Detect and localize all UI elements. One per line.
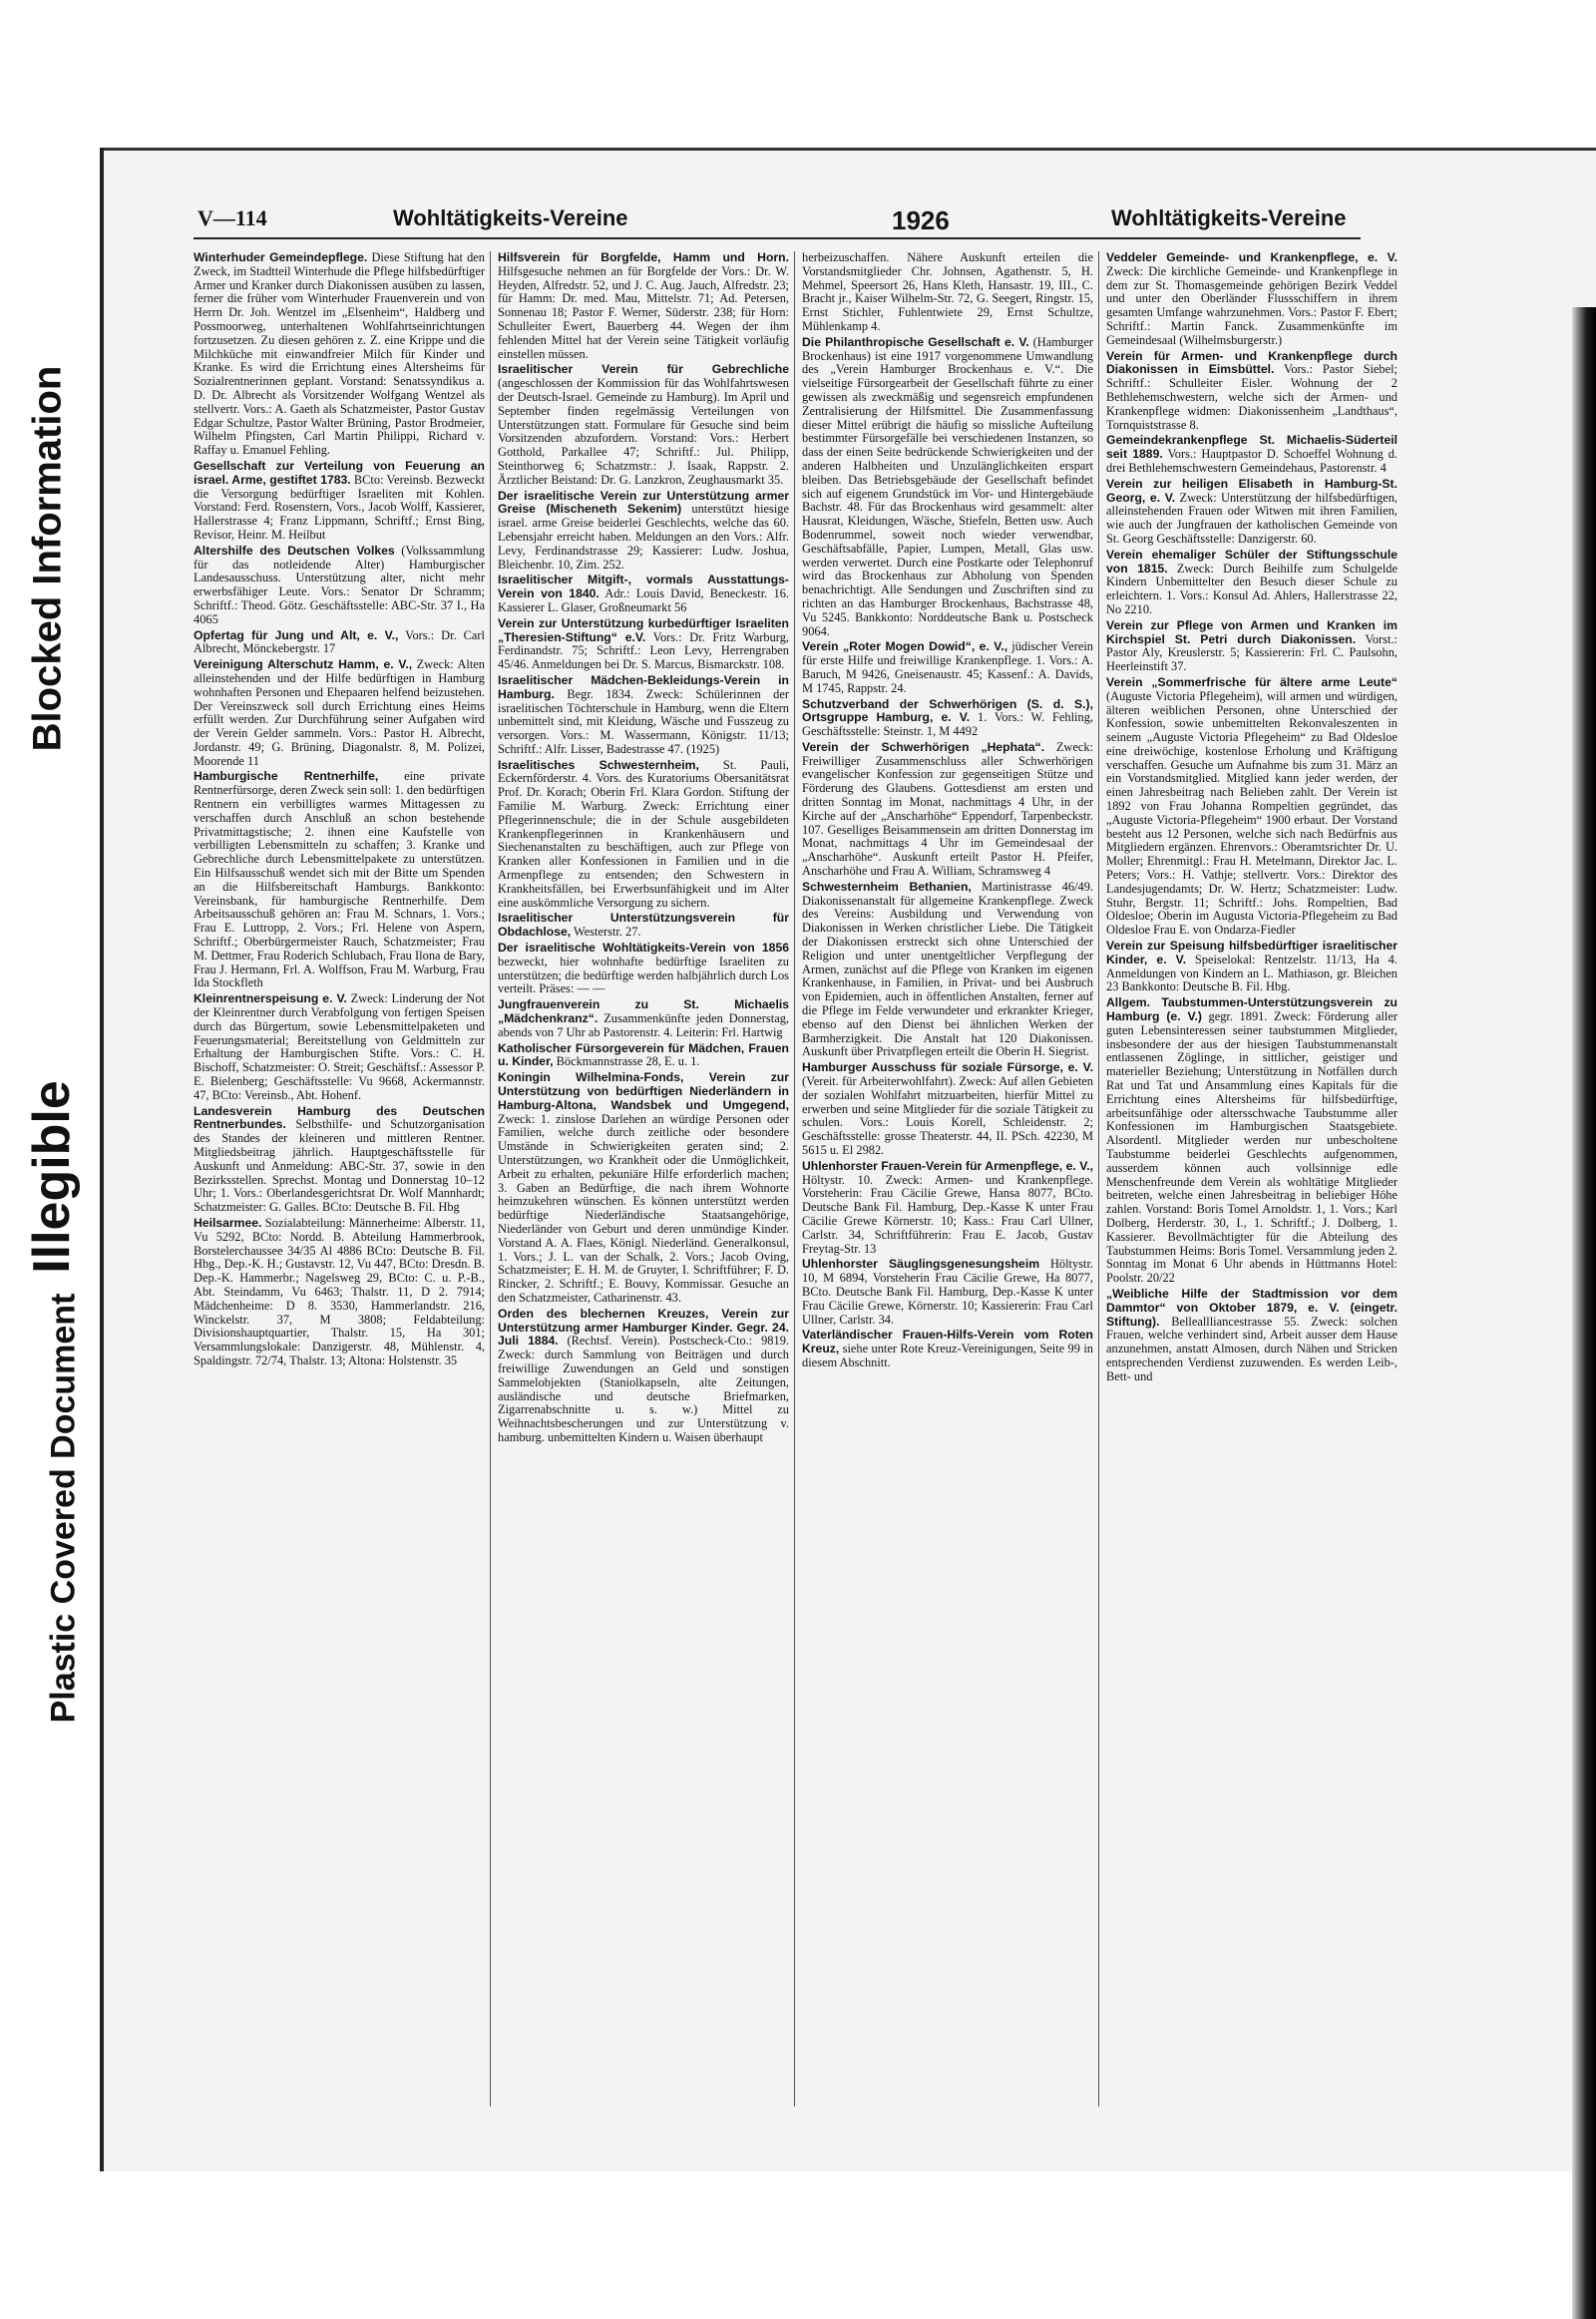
entry-name: Verein für Armen- und Krankenpflege durch Diakonissen in Eimsbüttel. <box>1106 348 1397 377</box>
directory-entry <box>194 629 485 657</box>
directory-entry <box>802 1061 1093 1158</box>
directory-entry <box>498 251 789 361</box>
entry-text: (Auguste Victoria Pflegeheim), will armen und würdigen, älteren weiblichen Personen, ohne Unterschied der Konfession, sowie unbemittelten Rekonvaleszenten in seinem „Auguste Victoria Pflegeheim“ zu Bad Oldesloe eine dreiwöchige, kostenlose Erholung und Kräftigung verschaffen. Gesuche um Aufnahme bis zum 31. März an ein Vorstandsmitglied. Mitglied kann jeder werden, der einen Jahresbeitrag nach Belieben zahlt. Der Verein ist 1892 von Frau Johanna Rompeltien gegründet, das „Auguste Victoria-Pflegeheim“ 1900 erbaut. Der Vorstand besteht aus 12 Personen, welche sich nach Bedürfnis aus Mitgliedern ergänzen. Ehrenvors.: Oberamtsrichter Dr. U. Moller; Ehrenmitgl.: Frau H. Metelmann, Direktor Jac. L. Peters; Vors.: H. Vathje; stellvertr. Vors.: Direktor des Landesjugendamts; Dr. W. Hertz; Schatzmeister: Ludw. Stuhr, Bergstr. 11; Schriftf.: Johs. Rompeltien, Bad Oldesloe; Oberin im Augusta Victoria-Pflegeheim zu Bad Oldesloe Frau E. von Ondarza-Fiedler <box>1106 688 1397 938</box>
entry-text: Zweck: Alten alleinstehenden und der Hilfe bedürftigen in Hamburg wohnhaften Personen und Ehepaaren helfend beizustehen. Der Vereinszweck soll durch Errichtung eines Heims erfüllt werden. Zur Durchführung seiner Aufgaben wird der Verein Gelder sammeln. Vors.: Pastor H. Albrecht, Jordanstr. 49; G. Brüning, Diagonalstr. 8, M. Polizei, Moorende 11 <box>194 657 485 768</box>
entry-name: Israelitischer Mitgift-, vormals Ausstattungs-Verein von 1840. <box>498 573 789 601</box>
entry-text: Zweck: Unterstützung der hilfsbedürftigen, alleinstehenden Frauen oder Witwen mit ihren Familien, wie auch der Jungfrauen der katholischen Gemeinde von St. Georg Geschäftsstelle: Danzigerstr. 60. <box>1106 490 1397 546</box>
directory-entry <box>194 992 485 1102</box>
directory-entry <box>1106 940 1397 994</box>
entry-text: Zweck: 1. zinslose Darlehen an würdige Personen oder Familien, welche durch zeitliche oder besondere Umstände in Schwierigkeiten geraten sind; 2. Unterstützungen, wo Krankheit oder die Unmöglichkeit, Arbeit zu erhalten, pekuniäre Hilfe erforderlich machen; 3. Gaben an Bedürftige, die nach ihrem Wohnorte heimzukehren wünschen. Es können unterstützt werden bedürftige Niederländische Staatsangehörige, Niederländer von Geburt und deren unmündige Kinder. Vorstand A. A. Flaes, Königl. Niederländ. Generalkonsul, 1. Vors.; J. L. van der Schalk, 2. Vors.; Jacob Oving, Schatzmeister; E. H. M. de Gruyter, I. Schriftführer; F. D. Rincker, 2. Schriftf.; E. Bouvy, Kommissar. Gesuche an den Schatzmeister, Catharinenstr. 43. <box>498 1111 789 1305</box>
directory-entry <box>498 759 789 911</box>
entry-name: Jungfrauenverein zu St. Michaelis „Mädchenkranz“. <box>498 997 789 1026</box>
directory-entry <box>1106 676 1397 938</box>
entry-name: Kleinrentnerspeisung e. V. <box>194 991 347 1006</box>
entry-text: (Vereit. für Arbeiterwohlfahrt). Zweck: Auf allen Gebieten der sozialen Wohlfahrt mitzuarbeiten, hierfür Mittel zu erwerben und seine Mitglieder für die soziale Tätigkeit zu schulen. Vors.: Louis Korell, Schleidenstr. 2; Geschäftsstelle: grosse Theaterstr. 44, II. PSch. 42230, M 5615 u. El 2982. <box>802 1074 1093 1157</box>
page-number: V—114 <box>198 205 267 230</box>
directory-entry <box>802 640 1093 695</box>
directory-entry <box>802 741 1093 879</box>
entry-name: Schwesternheim Bethanien, <box>802 879 972 894</box>
entry-name: Schutzverband der Schwerhörigen (S. d. S.), Ortsgruppe Hamburg, e. V. <box>802 696 1093 725</box>
directory-entry <box>194 460 485 543</box>
blocked-information-label: Blocked Information <box>25 365 70 752</box>
entry-text: Zweck: Die kirchliche Gemeinde- und Krankenpflege in dem zur St. Thomasgemeinde gehörigen Bezirk Veddel und unter den Oberländer Flussschiffern in ihrem gesamten Umfange wahrzunehmen. Vors.: Pastor F. Ebert; Schriftf.: Martin Fanck. Zusammenkünfte im Gemeindesaal (Wilhelmsburgerstr.) <box>1106 263 1397 347</box>
directory-page <box>100 148 1596 2171</box>
entry-name: Altershilfe des Deutschen Volkes <box>194 543 395 558</box>
entry-text: Höltystr. 10, M 6894, Vorsteherin Frau Cäcilie Grewe, Ha 8077, BCto. Deutsche Bank Fil. Hamburg, Dep.-Kasse K unter Frau Cäcilie Grewe, Körnerstr. 10; Kassiererin: Frau Carl Ullner, Carlstr. 34. <box>802 1257 1093 1327</box>
entry-name: Verein zur Unterstützung kurbedürftiger Israeliten „Theresien-Stiftung“ e.V. <box>498 615 789 644</box>
entry-name: Verein „Roter Mogen Dowid“, e. V., <box>802 639 1008 654</box>
directory-entry <box>498 912 789 940</box>
directory-entry <box>194 1217 485 1368</box>
entry-text: Zweck: Durch Beihilfe zum Schulgelde Kindern Unbemittelter den Besuch dieser Schule zu erleichtern. 1. Vors.: Konsul Ad. Ahlers, Hallerstrasse 22, No 2210. <box>1106 561 1397 616</box>
entry-name: Winterhuder Gemeindepflege. <box>194 251 368 264</box>
entry-text: Zweck: Freiwilliger Zusammenschluss aller Schwerhörigen evangelischer Konfession zur gegenseitigen Stütze und Förderung des Glaubens. Gottesdienst am ersten und dritten Sonntag im Monat, nachmittags 4 Uhr, in der Kirche auf der „Anscharhöhe“ Eppendorf, Tarpenbeckstr. 107. Geselliges Beisammensein am dritten Donnerstag im Monat, nachmittags 4 Uhr im Gemeindesaal der „Anscharhöhe“. Auskunft erteilt Pastor H. Pfeifer, Anscharhöhe und Frau A. William, Schramsweg 4 <box>802 739 1093 879</box>
entry-name: Opfertag für Jung und Alt, e. V., <box>194 627 399 642</box>
entry-name: „Weibliche Hilfe der Stadtmission vor dem Dammtor“ von Oktober 1879, e. V. (eingetr. Stiftung). <box>1106 1286 1397 1329</box>
entry-text: Begr. 1834. Zweck: Schülerinnen der israelitischen Töchterschule in Hamburg, wenn die Eltern unbemittelt sind, mit Kleidung, Wäsche und Fusszeug zu versorgen. Vors.: M. Wassermann, Königstr. 11/13; Schriftf.: Alfr. Lisser, Badestrasse 47. (1925) <box>498 686 789 756</box>
entry-name: Verein zur Speisung hilfsbedürftiger israelitischer Kinder, e. V. <box>1106 939 1397 966</box>
entry-text: Zweck: Linderung der Not der Kleinrentner durch Verabfolgung von fertigen Speisen durch das Bürgertum, sowie Lebensmittelpaketen und Feuerungsmaterial; Bereitstellung von Geldmitteln zur Erhaltung der Hamburgischen Stifte. Vors.: C. H. Bischoff, Schatzmeister: O. Streit; Geschäftsf.: Assessor P. E. Bielenberg; Geschäftsstelle: Vu 9668, Ackermannstr. 47, BCto: Vereinsb., Abt. Hohenf. <box>194 991 485 1102</box>
entry-name: Der israelitische Verein zur Unterstützung armer Greise (Mischeneth Sekenim) <box>498 488 789 517</box>
entry-text: Vors.: Pastor Siebel; Schriftf.: Schulleiter Eisler. Wohnung der 2 Bethlehemschwestern, welche sich der Armen- und Krankenpflege widmen: Diakonissenheim „Landthaus“, Tornquiststrasse 8. <box>1106 362 1397 432</box>
entry-text: siehe unter Rote Kreuz-Vereinigungen, Seite 99 in diesem Abschnitt. <box>802 1342 1093 1369</box>
directory-entry <box>1106 251 1397 348</box>
directory-entry <box>194 658 485 768</box>
directory-entry <box>498 490 789 573</box>
column-divider <box>1098 251 1099 2107</box>
directory-entry <box>194 1105 485 1215</box>
entry-text: eine private Rentnerfürsorge, deren Zweck sein soll: 1. den bedürftigen Rentnern ein verbilligtes warmes Mittagessen zu verschaffen durch Anschluß an schon bestehende Privatmittagstische; 2. ihnen eine Kaufstelle von verbilligten Lebensmitteln zu schaffen; 3. Kranke und Gebrechliche durch Lebensmittelpakete zu unterstützen. Ein Hilfsausschuß wendet sich mit der Bitte um Spenden an die Hilfsbereitschaft Hamburgs. Bankkonto: Vereinsbank, für hamburgische Rentnerhilfe. Dem Arbeitsausschuß gehören an: Frau M. Schnars, 1. Vors.; Frau E. Luttropp, 2. Vors.; Frl. Helene von Aspern, Schriftf.; Oberbürgermeister Rauch, Schatzmeister; Frau M. Dettmer, Frau Roderich Schlubach, Frau Ilona de Bary, Frau J. Hermann, Frl. A. Wolffson, Frau M. Warburg, Frau Ida Stockfleth <box>194 769 485 990</box>
entry-text: (Hamburger Brockenhaus) ist eine 1917 vorgenommene Umwandlung des „Verein Hamburger Brockenhaus e. V.“. Die vielseitige Fürsorgearbeit der Gesellschaft führte zu einer gewissen als zweckmäßig und segensreich empfundenen Zentralisierung der Hilfsmittel. Die Zusammenfassung dieser Mittel erübrigt die häufig so missliche Aufteilung bestimmter Fürsorgefälle bei verschiedenen Instanzen, so dass der einen Seite bedrückende Schwierigkeiten und der anderen Halbheiten und Unzulänglichkeiten erspart bleiben. Das Betriebsgebäude der Gesellschaft befindet sich auf eigenem Grundstück im Vor- und Hintergebäude Bachstr. 48. Für das Brockenhaus wird gesammelt: alter Hausrat, Kleidungen, Wäsche, Stiefeln, Betten usw. Auch Bodenrummel, soweit noch wieder verwendbar, Geschäftsabfälle, Papier, Lumpen, Metall, Glas usw. werden verwertet. Durch eine Postkarte oder Telephonruf wird das Brockenhaus zur Abholung von Spenden benachrichtigt. Alle Sendungen und Zuschriften sind zu richten an das Hamburger Brockenhaus, Bachstrasse 48, Vu 5245. Bankkonto: Norddeutsche Bank u. Postscheck 9064. <box>802 334 1093 638</box>
entry-text: Diese Stiftung hat den Zweck, im Stadtteil Winterhude die Pflege hilfsbedürftiger Armer und Kranker durch Diakonissen ausüben zu lassen, ferner die früher vom Winterhuder Frauenverein und von Herrn Dr. Joh. Wentzel im „Elsenheim“, Haldberg und Possmoorweg, unterhaltenen Wohlfahrtseinrichtungen fortzusetzen. Zu diesen gehören z. Z. eine Krippe und die Milchküche mit einwandfreier Milch für Kinder und Kranke. Es wird die Errichtung eines Altersheims für Sozialrentnerinnen geplant. Vorstand: Senatssyndikus a. D. Dr. Albrecht als Vorsitzender Wolfgang Wentzel als stellvertr. Vors.: A. Gaeth als Schatzmeister, Pastor Gustav Edgar Schultze, Pastor Walter Brüning, Pastor Brodmeier, Wilhelm Pfingsten, Carl Martin Philippi, Richard v. Raffay u. Emanuel Fehling. <box>194 251 485 458</box>
entry-text: bezweckt, hier wohnhafte bedürftige Israeliten zu unterstützen; die bedürftige werden halbjährlich durch Los verteilt. Präses: — — <box>498 954 789 996</box>
directory-entry <box>498 1071 789 1306</box>
entry-text: Vorst.: Pastor Aly, Kreuslerstr. 5; Kassiererin: Frl. C. Paulsohn, Heerleinstift 37. <box>1106 631 1397 674</box>
entry-name: Uhlenhorster Frauen-Verein für Armenpflege, e. V., <box>802 1158 1093 1173</box>
directory-entry <box>498 1308 789 1445</box>
scan-dark-edge <box>1572 307 1596 2319</box>
entry-text: (angeschlossen der Kommission für das Wohlfahrtswesen der Deutsch-Israel. Gemeinde zu Hamburg). Im April und September finden regelmässig Verteilungen von Unterstützungen statt. Formulare für Gesuche sind beim Vorsitzenden abzufordern. Vorstand: Vors.: Herbert Gotthold, Parkallee 47; Schriftf.: Jul. Philipp, Steinthorweg 6; Schatzmstr.: J. Isaak, Rappstr. 2. Ärztlicher Beistand: Dr. G. Lanzkron, Zeughausmarkt 35. <box>498 376 789 487</box>
entry-name: Verein ehemaliger Schüler der Stiftungsschule von 1815. <box>1106 547 1397 576</box>
directory-entry <box>1106 478 1397 547</box>
entry-text: (Volkssammlung für das notleidende Alter) Hamburgischer Landesausschuss. Unterstützung alter, nicht mehr erwerbsfähiger Leute. Vors.: Senator Dr Schramm; Schriftf.: Theod. Götz. Geschäftsstelle: ABC-Str. 37 I., Ha 4065 <box>194 543 485 626</box>
directory-entry <box>194 770 485 990</box>
entry-text: gegr. 1891. Zweck: Förderung aller guten Lebensinteressen seiner taubstummen Mitglieder, insbesondere der aus der hiesigen Taubstummenanstalt entlassenen Zöglinge, in sittlicher, geistiger und materieller Beziehung; Unterstützung in Notfällen durch Rat und Tat und Ansammlung eines Kapitals für die Errichtung eines Altersheims für hilfsbedürftige, arbeitsunfähige oder altersschwache Taubstumme aller Konfessionen im Hamburgischen Staatsgebiete. Alsordentl. Mitglieder werden nur unbescholtene Taubstumme beiderlei Geschlechts aufgenommen, ausserdem können auch vollsinnige edle Menschenfreunde dem Verein als wohltätige Mitglieder beitreten, welche einen Jahresbeitrag in beliebiger Höhe zahlen. Vorstand: Boris Tomel Arnoldstr. 1, 1. Vors.; Karl Dolberg, Herderstr. 30, I., 1. Schriftf.; J. Dolberg, 1. Kassierer. Bevollmächtigter für die Abteilung des Taubstummen Heims: Boris Tomel. Versammlung jeden 2. Sonntag im Monat 6 Uhr abends in Hüttmanns Hotel: Poolstr. 20/22 <box>1106 1009 1397 1286</box>
directory-entry <box>1106 996 1397 1286</box>
entry-name: Heilsarmee. <box>194 1215 262 1230</box>
directory-entry <box>194 545 485 627</box>
entry-text: Böckmannstrasse 28, E. u. 1. <box>556 1054 700 1069</box>
entry-name: Hilfsverein für Borgfelde, Hamm und Horn. <box>498 251 789 264</box>
directory-entry <box>1106 1288 1397 1384</box>
plastic-covered-label: Plastic Covered Document <box>44 1293 83 1724</box>
directory-entry <box>802 698 1093 739</box>
entry-text: Belleallliancestrasse 55. Zweck: solchen Frauen, welche verhindert sind, Arbeit ausser dem Hause anzunehmen, anstatt Almosen, durch Nähen und Stricken entsprechenden Verdienst zuzuwenden. Es werden Leib-, Bett- und <box>1106 1314 1397 1383</box>
entry-name: Verein der Schwerhörigen „Hephata“. <box>802 739 1045 754</box>
entry-text: BCto: Vereinsb. Bezweckt die Versorgung bedürftiger Israeliten mit Kohlen. Vorstand: Ferd. Rosenstern, Vors., Jacob Wolff, Kassierer, Hallerstrasse 4; Franz Lippmann, Schriftf.; Ernst Bing, Revisor, Heinr. M. Heilbut <box>194 472 485 542</box>
entry-text: Selbsthilfe- und Schutzorganisation des Standes der kleineren und mittleren Rentner. Mitgliedsbeitrag jährlich. Hauptgeschäftsstelle für Auskunft und Anmeldung: ABC-Str. 37, sowie in den Bezirksstellen. Sprechst. Montag und Donnerstag 10–12 Uhr; 1. Vors.: Oberlandesgerichtsrat Dr. Wolf Mannhardt; Schatzmeister: G. Galles. BCto: Deutsche B. Fil. Hbg <box>194 1117 485 1215</box>
entry-text: Zusammenkünfte jeden Donnerstag, abends von 7 Uhr ab Pastorenstr. 4. Leiterin: Frl. Hartwig <box>498 1011 789 1039</box>
column-1 <box>194 251 485 2107</box>
directory-entry <box>1106 619 1397 674</box>
entry-name: Gesellschaft zur Verteilung von Feuerung an israel. Arme, gestiftet 1783. <box>194 458 485 487</box>
header-left-title: Wohltätigkeits-Vereine <box>393 205 628 230</box>
directory-entry <box>498 942 789 996</box>
entry-text: 1. Vors.: W. Fehling, Geschäftsstelle: Steinstr. 1, M 4492 <box>802 710 1093 739</box>
header-right-title: Wohltätigkeits-Vereine <box>1111 205 1347 230</box>
directory-entry <box>498 1042 789 1070</box>
page-header <box>194 203 1361 239</box>
directory-entry <box>498 617 789 672</box>
entry-name: Hamburger Ausschuss für soziale Fürsorge, e. V. <box>802 1060 1093 1075</box>
entry-name: Landesverein Hamburg des Deutschen Rentnerbundes. <box>194 1103 485 1132</box>
directory-entry <box>1106 434 1397 475</box>
entry-name: Israelitischer Verein für Gebrechliche <box>498 362 789 377</box>
entry-text: St. Pauli, Eckernförderstr. 4. Vors. des Kuratoriums Obersanitätsrat Prof. Dr. Korach; Oberin Frl. Klara Gordon. Stiftung der Familie M. Warburg. Zweck: Errichtung einer Pflegerinnenschule; die in der Schule ausgebildeten Krankenpflegerinnen in Krankenhäusern und Siechenanstalten zu beschäftigen, auch zur Pflege von Kranken aller Konfessionen in Familien und in die Armenpflege zu entsenden; den Schwestern in Krankheitsfällen, bei Erwerbsunfähigkeit und im Alter eine auskömmliche Versorgung zu sichern. <box>498 757 789 910</box>
entry-name: Allgem. Taubstummen-Unterstützungsverein zu Hamburg (e. V.) <box>1106 995 1397 1024</box>
directory-entry <box>194 251 485 458</box>
entry-text: Vors.: Dr. Fritz Warburg, Ferdinandstr. 75; Schriftf.: Leon Levy, Herrengraben 45/46. Anmeldungen bei Dr. S. Marcus, Bismarckstr. 108. <box>498 629 789 672</box>
entry-text: Sozialabteilung: Männerheime: Alberstr. 11, Vu 5292, BCto: Nordd. B. Abteilung Hammerbrook, Borstelerchaussee 34/35 Al 4886 BCto: Deutsche B. Fil. Hbg., Dep.-K. H.; Gustavstr. 12, Vu 447, BCto: Dresdn. B. Dep.-K. Hammerbr.; Nagelsweg 29, BCto: C. u. P.-B., Abt. Steindamm, Vu 6463; Thalstr. 11, D 2. 7914; Mädchenheime: D 8. 3530, Hammerlandstr. 216, Winckelstr. 37, M 3808; Feldabteilung: Divisionshauptquartier, Thalstr. 15, Ha 301; Versammlungslokale: Danzigerstr. 48, Mühlenstr. 4, Spaldingstr. 72/74, Thalstr. 13; Altona: Holstenstr. 35 <box>194 1215 485 1367</box>
directory-entry <box>498 363 789 487</box>
column-divider <box>794 251 795 2107</box>
entry-text: Martinistrasse 46/49. Diakonissenanstalt für allgemeine Krankenpflege. Zweck des Vereins: Ausbildung und Verwendung von Diakonissen in Werken christlicher Liebe. Die Tätigkeit der Diakonissen erstreckt sich ohne Unterschied der Religion und unter unentgeltlicher Verpflegung der Armen, zunächst auf die Pflege von Kranken im eigenen Krankenhause, in Familien, in Privat- und bei Ausbruch von Epidemien, auch in öffentlichen Anstalten, ferner auf die Pflege im Felde verwundeter und erkrankter Krieger, ebenso auf den Dienst bei ähnlichen Werken der Barmherzigkeit. Die Anstalt hat 120 Diakonissen. Auskunft über Privatpflegen erteilt die Oberin H. Siegrist. <box>802 879 1093 1059</box>
illegible-label: Illegible <box>23 1080 81 1274</box>
entry-name: Israelitischer Unterstützungsverein für Obdachlose, <box>498 911 789 940</box>
entry-text: jüdischer Verein für erste Hilfe und freiwillige Krankenpflege. 1. Vors.: A. Baruch, M 9426, Gneisenaustr. 45; Kassenf.: A. Davids, M 1745, Rappstr. 24. <box>802 639 1093 695</box>
entry-text: unterstützt hiesige israel. arme Greise beiderlei Geschlechts, welche das 60. Lebensjahr erreicht haben. Meldungen an den Vors.: Alfr. Levy, Ferdinandstrasse 29; Kassierer: Ludw. Joshua, Bleichenbr. 10, Zim. 252. <box>498 502 789 572</box>
entry-text: Hilfsgesuche nehmen an für Borgfelde der Vors.: Dr. W. Heyden, Alfredstr. 52, und J. C. Aug. Jauch, Alfredstr. 23; für Hamm: Dr. med. Mau, Mittelstr. 71; Ad. Petersen, Sonnenau 18; Pastor F. Werner, Süderstr. 238; für Horn: Schulleiter Ewert, Bauerberg 44. Wegen der ihm fehlenden Mittel hat der Verein seine Tätigkeit vorläufig einstellen müssen. <box>498 263 789 361</box>
column-4 <box>1106 251 1397 2107</box>
entry-name: Orden des blechernen Kreuzes, Verein zur Unterstützung armer Hamburger Kinder. Gegr. 24. Juli 1884. <box>498 1306 789 1349</box>
entry-text: herbeizuschaffen. Nähere Auskunft erteilen die Vorstandsmitglieder Chr. Johnsen, Agathenstr. 5, H. Mehmel, Speersort 26, Hans Kleth, Hansastr. 19, III., C. Bracht jr., Kaiser Wilhelm-Str. 72, G. Seegert, Ringstr. 15, Ernst Stichler, Fuhlentwiete 29, Ernst Schultze, Mühlenkamp 4. <box>802 251 1093 333</box>
entry-text: (Rechtsf. Verein). Postscheck-Cto.: 9819. Zweck: durch Sammlung von Beiträgen und durch freiwillige Zuwendungen an Geld und sonstigen Sammelobjekten (Staniolkapseln, alte Zeitungen, ausländische und deutsche Briefmarken, Zigarrenabschnitte u. s. w.) Mittel zu Weihnachtsbescherungen und zur Unterstützung v. hamburg. unbemittelten Kindern u. Waisen überhaupt <box>498 1334 789 1444</box>
directory-entry <box>498 998 789 1039</box>
entry-name: Hamburgische Rentnerhilfe, <box>194 769 379 784</box>
directory-entry <box>802 336 1093 639</box>
entry-name: Vereinigung Alterschutz Hamm, e. V., <box>194 657 413 672</box>
entry-text: Speiselokal: Rentzelstr. 11/13, Ha 4. Anmeldungen von Kindern an L. Mathiason, gr. Bleichen 23 Bankkonto: Deutsche B. Fil. Hbg. <box>1106 952 1397 994</box>
column-divider <box>490 251 491 2107</box>
entry-name: Israelitischer Mädchen-Bekleidungs-Verein in Hamburg. <box>498 672 789 701</box>
directory-entry <box>802 251 1093 334</box>
directory-entry <box>498 674 789 757</box>
column-3 <box>802 251 1093 2107</box>
directory-entry <box>1106 549 1397 617</box>
entry-name: Verein zur heiligen Elisabeth in Hamburg-St. Georg, e. V. <box>1106 476 1397 505</box>
entry-name: Verein „Sommerfrische für ältere arme Leute“ <box>1106 674 1397 689</box>
directory-entry <box>802 1329 1093 1369</box>
entry-name: Die Philanthropische Gesellschaft e. V. <box>802 334 1029 349</box>
entry-name: Israelitisches Schwesternheim, <box>498 757 699 772</box>
entry-name: Gemeindekrankenpflege St. Michaelis-Süderteil seit 1889. <box>1106 433 1397 462</box>
directory-entry <box>802 1258 1093 1327</box>
directory-entry <box>802 1160 1093 1257</box>
entry-name: Verein zur Pflege von Armen und Kranken im Kirchspiel St. Petri durch Diakonissen. <box>1106 617 1397 646</box>
column-2 <box>498 251 789 2107</box>
scan-margin <box>0 0 100 2171</box>
entry-text: Westerstr. 27. <box>574 925 641 940</box>
entry-name: Vaterländischer Frauen-Hilfs-Verein vom Roten Kreuz, <box>802 1328 1093 1356</box>
entry-text: Höltystr. 10. Zweck: Armen- und Krankenpflege. Vorsteherin: Frau Cäcilie Grewe, Hansa 8077, BCto. Deutsche Bank Fil. Hamburg, Dep.-Kasse K unter Frau Cäcilie Grewe Körnerstr. 10; Kass.: Frau Carl Ullner, Carlstr. 34, Schriftführerin: Frau E. Jacob, Gustav Freytag-Str. 13 <box>802 1172 1093 1256</box>
entry-name: Veddeler Gemeinde- und Krankenpflege, e. V. <box>1106 251 1397 264</box>
entry-name: Katholischer Fürsorgeverein für Mädchen, Frauen u. Kinder, <box>498 1040 789 1069</box>
directory-entry <box>1106 350 1397 433</box>
entry-text: Adr.: Louis David, Beneckestr. 16. Kassierer L. Glaser, Großneumarkt 56 <box>498 586 789 614</box>
entry-name: Uhlenhorster Säuglingsgenesungsheim <box>802 1257 1040 1272</box>
entry-text: Vors.: Dr. Carl Albrecht, Mönckebergstr. 17 <box>194 627 485 656</box>
entry-name: Der israelitische Wohltätigkeits-Verein von 1856 <box>498 941 789 956</box>
directory-entry <box>498 574 789 614</box>
header-year: 1926 <box>892 205 950 235</box>
entry-text: Vors.: Hauptpastor D. Schoeffel Wohnung d. drei Bethlehemschwestern Gemeindehaus, Pastorenstr. 4 <box>1106 447 1397 475</box>
directory-entry <box>802 881 1093 1059</box>
entry-name: Koningin Wilhelmina-Fonds, Verein zur Unterstützung von bedürftigen Niederländern in Hamburg-Altona, Wandsbek und Umgegend, <box>498 1070 789 1112</box>
